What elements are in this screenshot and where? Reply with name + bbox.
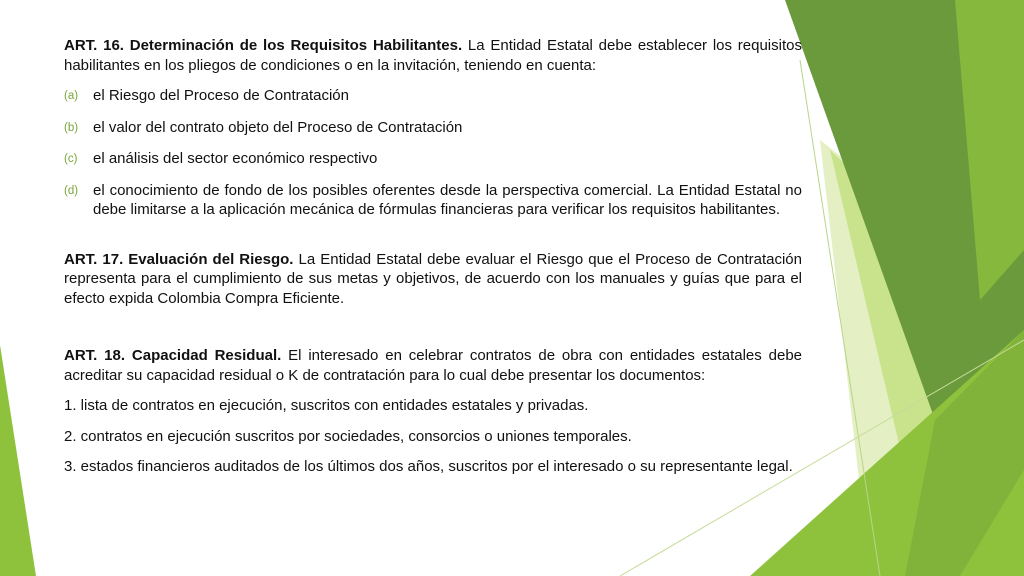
art18-body: El interesado en celebrar contratos de obra con entidades estatales debe acreditar su capacidad residual o K de contratación para lo cual debe presentar los documentos: — [64, 347, 803, 384]
list-marker: (d) — [64, 184, 79, 197]
document-body — [64, 36, 802, 477]
spacer — [64, 308, 802, 346]
list-marker: (b) — [64, 121, 79, 134]
list-item-text: el conocimiento de fondo de los posibles oferentes desde la perspectiva comercial. La Entidad Estatal no debe limitarse a la aplicación mecánica de fórmulas financieras para verificar los requisitos habilitantes. — [93, 181, 802, 218]
art17-heading: ART. 17. Evaluación del Riesgo. — [64, 250, 294, 268]
numbered-item: 1. lista de contratos en ejecución, suscritos con entidades estatales y privadas. — [64, 397, 589, 414]
numbered-item: 2. contratos en ejecución suscritos por sociedades, consorcios o uniones temporales. — [64, 427, 632, 445]
numbered-item: 3. estados financieros auditados de los últimos dos años, suscritos por el interesado o su representante legal. — [64, 458, 793, 475]
list-item-text: el valor del contrato objeto del Proceso de Contratación — [93, 118, 463, 136]
art17-paragraph — [64, 250, 802, 309]
spacer — [64, 220, 802, 250]
art16-paragraph — [64, 36, 802, 75]
list-marker: (c) — [64, 153, 78, 165]
list-marker: (a) — [64, 90, 79, 102]
list-item-text: el Riesgo del Proceso de Contratación — [93, 87, 349, 104]
art16-heading: ART. 16. Determinación de los Requisitos Habilitantes. — [64, 37, 463, 54]
left-green-triangle — [0, 345, 36, 576]
art17-body: La Entidad Estatal debe evaluar el Riesgo que el Proceso de Contratación representa para el cumplimiento de sus metas y objetivos, de acuerdo con los manuales y guías que para el efecto expida Colombia Compra Eficiente. — [64, 250, 802, 307]
list-item — [64, 181, 802, 220]
art18-paragraph — [64, 346, 802, 385]
art18-heading: ART. 18. Capacidad Residual. — [64, 347, 282, 364]
list-item — [64, 149, 802, 170]
art16-body: La Entidad Estatal debe establecer los requisitos habilitantes en los pliegos de condiciones o en la invitación, teniendo en cuenta: — [64, 37, 802, 74]
list-item — [64, 118, 802, 139]
list-item — [64, 86, 802, 107]
list-item-text: el análisis del sector económico respectivo — [93, 150, 378, 167]
